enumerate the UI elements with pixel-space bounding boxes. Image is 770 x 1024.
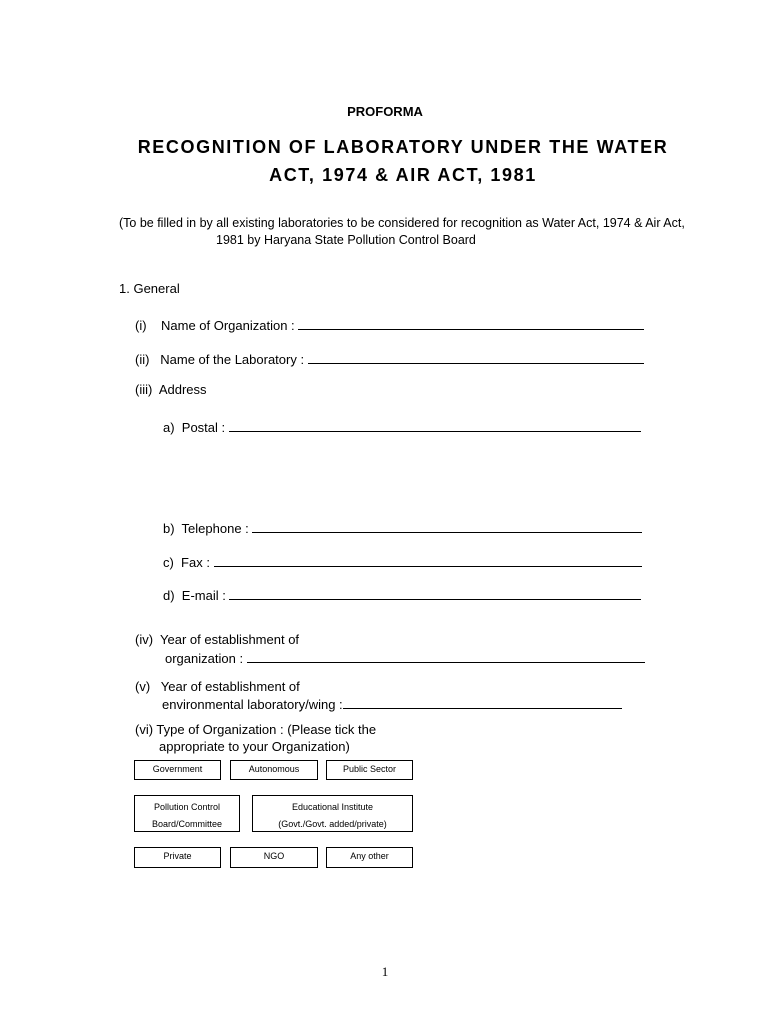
postal-address-field[interactable] [229,417,641,432]
telephone-label: b) Telephone : [163,521,253,536]
org-type-autonomous-label: Autonomous [248,764,300,774]
email-row [163,585,641,603]
proforma-heading: PROFORMA [347,104,423,119]
fax-label: c) Fax : [163,555,214,570]
org-type-any-other-label: Any other [350,851,389,861]
type-of-organization-instruction: appropriate to your Organization) [159,739,350,754]
year-establishment-org-field[interactable] [247,648,645,663]
address-label: (iii) Address [135,382,207,397]
org-type-pollution-control-checkbox[interactable] [134,795,240,832]
org-type-private-label: Private [163,851,192,861]
instruction-note-line1: (To be filled in by all existing laboratories to be considered for recognition as Water Act, 1974 & Air Act, [119,216,685,230]
fax-field[interactable] [214,552,642,567]
email-field[interactable] [229,585,641,600]
org-type-public-sector-label: Public Sector [342,764,397,774]
org-type-any-other-checkbox[interactable] [326,847,413,868]
year-establishment-lab-label: (v) Year of establishment of [135,679,300,694]
org-type-educational-checkbox[interactable] [252,795,413,832]
email-label: d) E-mail : [163,588,230,603]
org-type-private-checkbox[interactable] [134,847,221,868]
page-number: 1 [381,964,389,979]
fax-row [163,552,642,570]
postal-label: a) Postal : [163,420,229,435]
instruction-note-line2: 1981 by Haryana State Pollution Control Board [216,233,476,247]
org-type-government-checkbox[interactable] [134,760,221,780]
org-type-educational-label-line2: (Govt./Govt. added/private) [278,819,387,829]
year-establishment-org-label-line2: organization : [165,651,247,666]
org-type-ngo-checkbox[interactable] [230,847,318,868]
org-type-pollution-control-label-line1: Pollution Control [153,802,221,812]
org-type-public-sector-checkbox[interactable] [326,760,413,780]
telephone-field[interactable] [252,518,642,533]
telephone-row [163,518,642,536]
type-of-organization-label: (vi) Type of Organization : (Please tick the [135,722,377,737]
org-type-government-label: Government [152,764,203,774]
year-establishment-lab-field[interactable] [343,694,622,709]
org-type-autonomous-checkbox[interactable] [230,760,318,780]
org-type-educational-label-line1: Educational Institute [291,802,374,812]
org-type-ngo-label: NGO [263,851,285,861]
year-establishment-org-row [165,648,645,666]
year-establishment-lab-label-line2: environmental laboratory/wing : [162,697,343,712]
postal-row [163,417,641,435]
name-of-laboratory-label: (ii) Name of the Laboratory : [135,352,308,367]
form-title-line2: ACT, 1974 & AIR ACT, 1981 [269,165,537,185]
name-of-organization-label: (i) Name of Organization : [135,318,299,333]
name-of-organization-row [135,315,644,333]
name-of-organization-field[interactable] [298,315,644,330]
name-of-laboratory-row [135,349,644,367]
year-establishment-org-label: (iv) Year of establishment of [135,632,300,647]
org-type-pollution-control-label-line2: Board/Committee [151,819,223,829]
name-of-laboratory-field[interactable] [308,349,644,364]
year-establishment-lab-row [162,694,622,712]
section-general-heading: 1. General [119,281,180,296]
form-title-line1: RECOGNITION OF LABORATORY UNDER THE WATER [137,137,669,157]
